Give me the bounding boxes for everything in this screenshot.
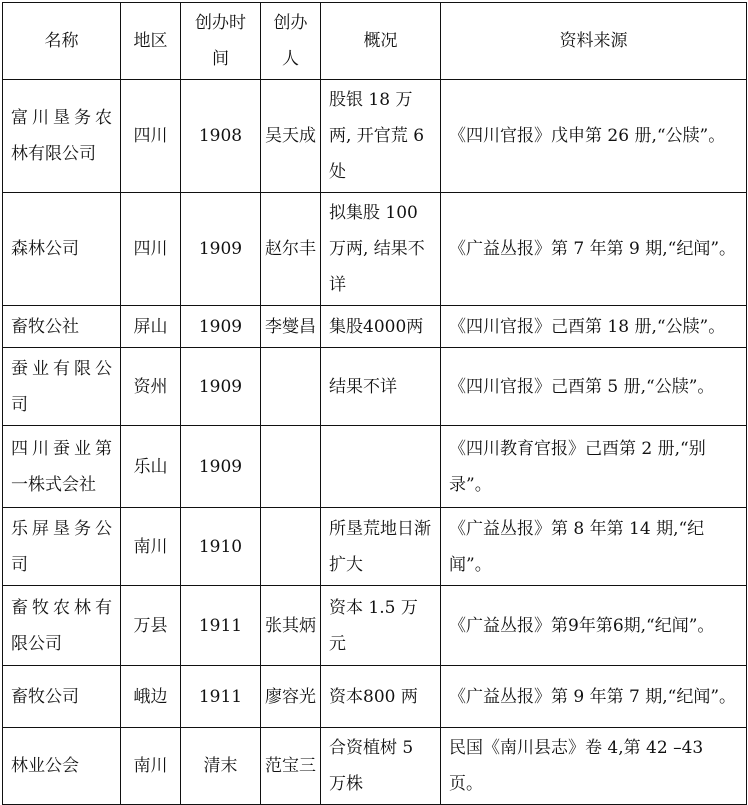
cell-time: 1910 — [181, 508, 261, 586]
header-founder: 创办人 — [261, 3, 321, 80]
cell-name: 畜牧农林有限公司 — [3, 586, 121, 666]
cell-region: 乐山 — [121, 426, 181, 508]
header-time: 创办时间 — [181, 3, 261, 80]
cell-overview: 结果不详 — [321, 348, 441, 426]
cell-name: 畜牧公社 — [3, 306, 121, 348]
cell-founder: 李燮昌 — [261, 306, 321, 348]
header-name: 名称 — [3, 3, 121, 80]
header-row — [3, 3, 747, 80]
cell-name: 富川垦务农林有限公司 — [3, 80, 121, 193]
cell-region: 南川 — [121, 728, 181, 805]
cell-source: 《四川官报》戊申第 26 册,“公牍”。 — [441, 80, 747, 193]
cell-overview: 资本 1.5 万元 — [321, 586, 441, 666]
header-region: 地区 — [121, 3, 181, 80]
cell-time: 1909 — [181, 426, 261, 508]
cell-time: 1909 — [181, 306, 261, 348]
cell-overview: 拟集股 100 万两, 结果不详 — [321, 193, 441, 306]
cell-region: 峨边 — [121, 666, 181, 728]
table-row — [3, 586, 747, 666]
cell-region: 万县 — [121, 586, 181, 666]
cell-founder: 张其炳 — [261, 586, 321, 666]
cell-name: 林业公会 — [3, 728, 121, 805]
cell-region: 资州 — [121, 348, 181, 426]
cell-overview: 所垦荒地日渐扩大 — [321, 508, 441, 586]
cell-overview: 合资植树 5 万株 — [321, 728, 441, 805]
cell-overview: 资本800 两 — [321, 666, 441, 728]
table-row — [3, 508, 747, 586]
cell-name: 森林公司 — [3, 193, 121, 306]
table-row — [3, 728, 747, 805]
cell-source: 《广益丛报》第 7 年第 9 期,“纪闻”。 — [441, 193, 747, 306]
cell-source: 民国《南川县志》卷 4,第 42 –43 页。 — [441, 728, 747, 805]
cell-source: 《四川官报》己酉第 5 册,“公牍”。 — [441, 348, 747, 426]
cell-region: 四川 — [121, 80, 181, 193]
cell-name: 蚕业有限公司 — [3, 348, 121, 426]
cell-time: 1911 — [181, 666, 261, 728]
cell-founder: 廖容光 — [261, 666, 321, 728]
cell-source: 《四川教育官报》己酉第 2 册,“别录”。 — [441, 426, 747, 508]
cell-source: 《广益丛报》第 8 年第 14 期,“纪闻”。 — [441, 508, 747, 586]
cell-overview: 集股4000两 — [321, 306, 441, 348]
cell-name: 乐屏垦务公司 — [3, 508, 121, 586]
table-row — [3, 80, 747, 193]
cell-source: 《广益丛报》第9年第6期,“纪闻”。 — [441, 586, 747, 666]
data-table — [2, 2, 747, 805]
table-row — [3, 193, 747, 306]
cell-time: 1908 — [181, 80, 261, 193]
cell-founder: 吴天成 — [261, 80, 321, 193]
cell-time: 1909 — [181, 193, 261, 306]
table-row — [3, 348, 747, 426]
table-row — [3, 306, 747, 348]
header-overview: 概况 — [321, 3, 441, 80]
table-row — [3, 426, 747, 508]
cell-time: 1911 — [181, 586, 261, 666]
cell-founder: 范宝三 — [261, 728, 321, 805]
cell-source: 《四川官报》己酉第 18 册,“公牍”。 — [441, 306, 747, 348]
cell-region: 屏山 — [121, 306, 181, 348]
cell-founder: 赵尔丰 — [261, 193, 321, 306]
cell-name: 畜牧公司 — [3, 666, 121, 728]
table-row — [3, 666, 747, 728]
cell-overview: 股银 18 万两, 开官荒 6 处 — [321, 80, 441, 193]
cell-founder — [261, 426, 321, 508]
cell-founder — [261, 348, 321, 426]
cell-founder — [261, 508, 321, 586]
cell-region: 南川 — [121, 508, 181, 586]
cell-time: 清末 — [181, 728, 261, 805]
cell-name: 四川蚕业第一株式会社 — [3, 426, 121, 508]
cell-region: 四川 — [121, 193, 181, 306]
header-source: 资料来源 — [441, 3, 747, 80]
cell-source: 《广益丛报》第 9 年第 7 期,“纪闻”。 — [441, 666, 747, 728]
cell-overview — [321, 426, 441, 508]
cell-time: 1909 — [181, 348, 261, 426]
